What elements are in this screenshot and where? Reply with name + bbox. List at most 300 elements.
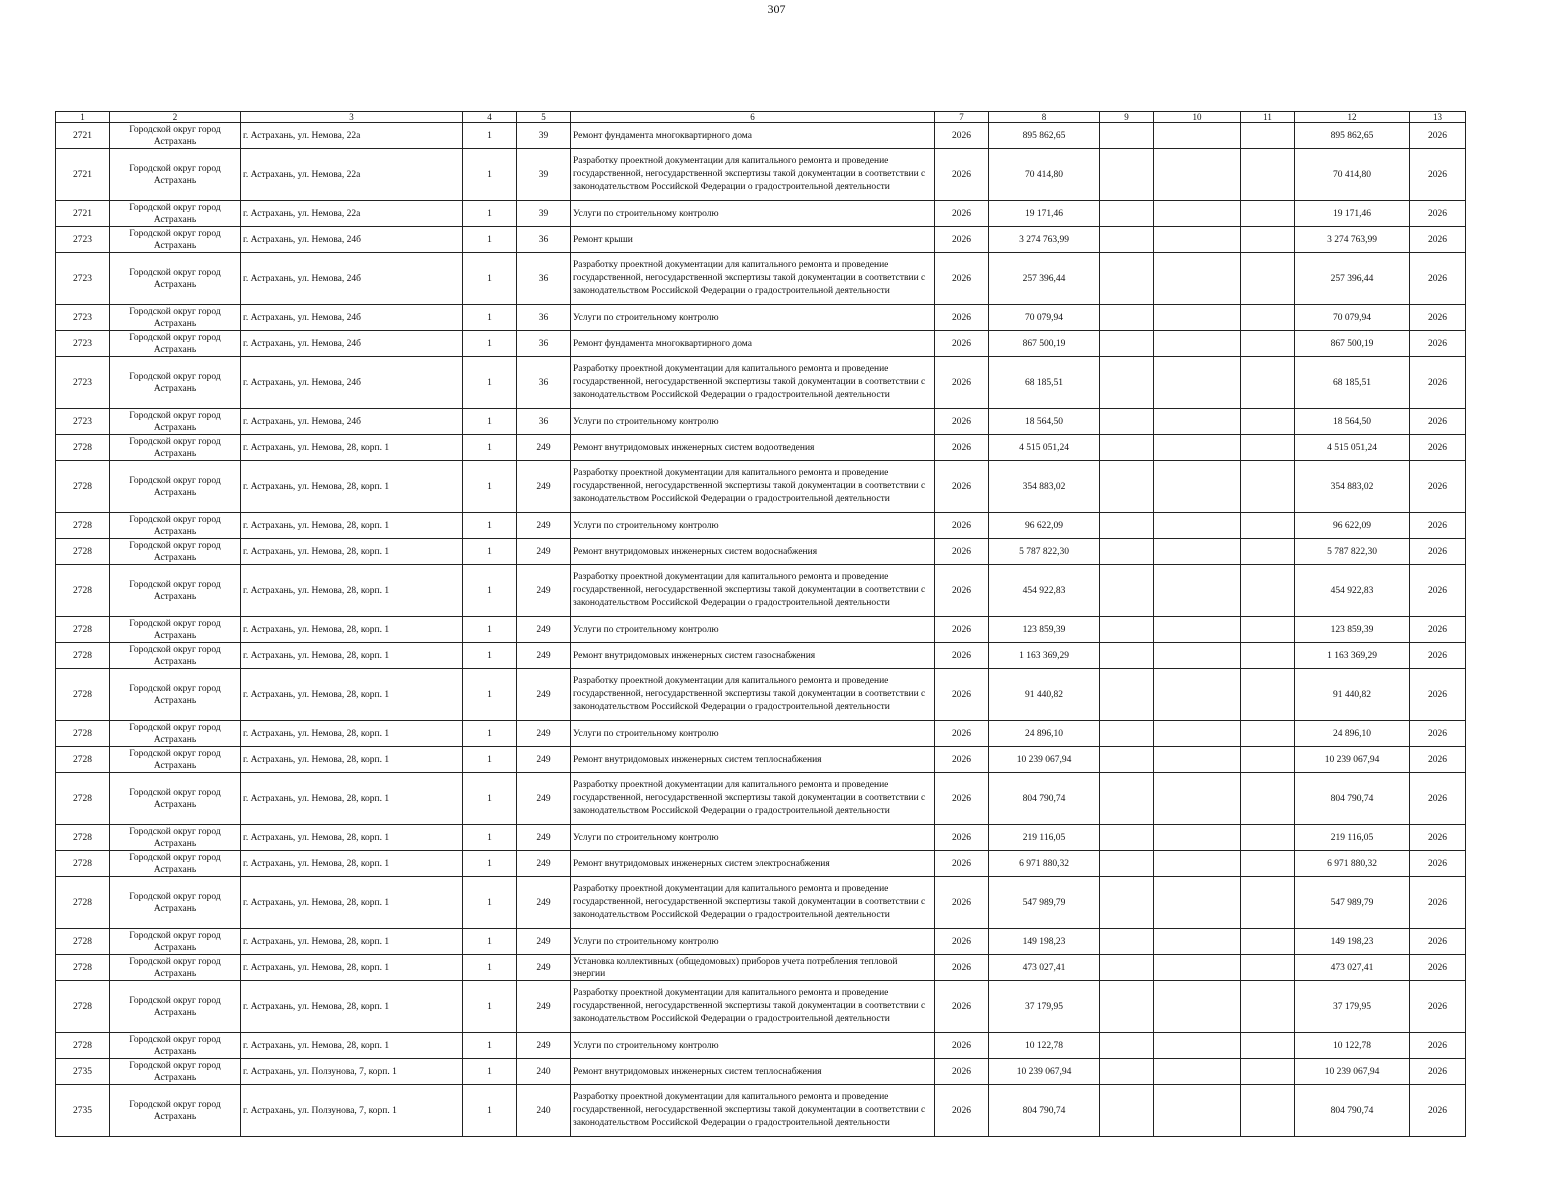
address-cell: г. Астрахань, ул. Немова, 28, корп. 1 [241, 539, 463, 565]
col5-cell: 36 [517, 227, 571, 253]
row-number: 2728 [56, 877, 110, 929]
completion-year-cell: 2026 [1410, 721, 1466, 747]
table-row [56, 357, 1466, 409]
cost-cell: 91 440,82 [989, 669, 1100, 721]
cost-cell: 19 171,46 [989, 201, 1100, 227]
address-cell: г. Астрахань, ул. Немова, 24б [241, 331, 463, 357]
row-number: 2728 [56, 617, 110, 643]
col11-cell [1241, 981, 1295, 1033]
completion-year-cell: 2026 [1410, 929, 1466, 955]
work-type-cell: Разработку проектной документации для капитального ремонта и проведение государственной, негосударственной экспертизы такой документации в соответствии с законодательством Российской Федерации о градостроительной деятельности [571, 669, 935, 721]
address-cell: г. Астрахань, ул. Немова, 28, корп. 1 [241, 669, 463, 721]
col5-cell: 249 [517, 981, 571, 1033]
row-number: 2728 [56, 825, 110, 851]
cost-cell: 70 079,94 [989, 305, 1100, 331]
col5-cell: 249 [517, 617, 571, 643]
col9-cell [1100, 461, 1154, 513]
total-cost-cell: 219 116,05 [1295, 825, 1410, 851]
total-cost-cell: 123 859,39 [1295, 617, 1410, 643]
col9-cell [1100, 929, 1154, 955]
row-number: 2728 [56, 1033, 110, 1059]
col-header: 6 [571, 112, 935, 123]
col4-cell: 1 [463, 253, 517, 305]
total-cost-cell: 91 440,82 [1295, 669, 1410, 721]
row-number: 2728 [56, 565, 110, 617]
year-cell: 2026 [935, 877, 989, 929]
total-cost-cell: 70 414,80 [1295, 149, 1410, 201]
completion-year-cell: 2026 [1410, 513, 1466, 539]
row-number: 2728 [56, 539, 110, 565]
year-cell: 2026 [935, 721, 989, 747]
col10-cell [1154, 1059, 1241, 1085]
table-row [56, 825, 1466, 851]
col5-cell: 249 [517, 721, 571, 747]
col9-cell [1100, 669, 1154, 721]
year-cell: 2026 [935, 123, 989, 149]
municipality-cell: Городской округ город Астрахань [110, 539, 241, 565]
cost-cell: 96 622,09 [989, 513, 1100, 539]
year-cell: 2026 [935, 1059, 989, 1085]
table-row [56, 1085, 1466, 1137]
col5-cell: 249 [517, 513, 571, 539]
municipality-cell: Городской округ город Астрахань [110, 643, 241, 669]
year-cell: 2026 [935, 1085, 989, 1137]
col5-cell: 249 [517, 825, 571, 851]
row-number: 2721 [56, 123, 110, 149]
year-cell: 2026 [935, 565, 989, 617]
col4-cell: 1 [463, 825, 517, 851]
completion-year-cell: 2026 [1410, 305, 1466, 331]
table-row [56, 669, 1466, 721]
total-cost-cell: 454 922,83 [1295, 565, 1410, 617]
work-type-cell: Услуги по строительному контролю [571, 1033, 935, 1059]
cost-cell: 867 500,19 [989, 331, 1100, 357]
col11-cell [1241, 149, 1295, 201]
cost-cell: 895 862,65 [989, 123, 1100, 149]
col9-cell [1100, 409, 1154, 435]
col-header: 7 [935, 112, 989, 123]
year-cell: 2026 [935, 201, 989, 227]
row-number: 2723 [56, 305, 110, 331]
col10-cell [1154, 929, 1241, 955]
total-cost-cell: 3 274 763,99 [1295, 227, 1410, 253]
col9-cell [1100, 643, 1154, 669]
work-type-cell: Ремонт внутридомовых инженерных систем теплоснабжения [571, 1059, 935, 1085]
col9-cell [1100, 435, 1154, 461]
page-number: 307 [767, 2, 786, 16]
col10-cell [1154, 955, 1241, 981]
year-cell: 2026 [935, 643, 989, 669]
table-row [56, 539, 1466, 565]
total-cost-cell: 10 239 067,94 [1295, 747, 1410, 773]
municipality-cell: Городской округ город Астрахань [110, 981, 241, 1033]
col10-cell [1154, 513, 1241, 539]
cost-cell: 473 027,41 [989, 955, 1100, 981]
address-cell: г. Астрахань, ул. Немова, 28, корп. 1 [241, 461, 463, 513]
col11-cell [1241, 929, 1295, 955]
col10-cell [1154, 539, 1241, 565]
col9-cell [1100, 253, 1154, 305]
municipality-cell: Городской округ город Астрахань [110, 565, 241, 617]
municipality-cell: Городской округ город Астрахань [110, 513, 241, 539]
col10-cell [1154, 1033, 1241, 1059]
municipality-cell: Городской округ город Астрахань [110, 227, 241, 253]
total-cost-cell: 10 239 067,94 [1295, 1059, 1410, 1085]
col11-cell [1241, 1033, 1295, 1059]
work-type-cell: Ремонт фундамента многоквартирного дома [571, 331, 935, 357]
work-type-cell: Разработку проектной документации для капитального ремонта и проведение государственной, негосударственной экспертизы такой документации в соответствии с законодательством Российской Федерации о градостроительной деятельности [571, 253, 935, 305]
col9-cell [1100, 513, 1154, 539]
year-cell: 2026 [935, 617, 989, 643]
col-header: 11 [1241, 112, 1295, 123]
total-cost-cell: 70 079,94 [1295, 305, 1410, 331]
municipality-cell: Городской округ город Астрахань [110, 773, 241, 825]
work-type-cell: Ремонт внутридомовых инженерных систем газоснабжения [571, 643, 935, 669]
col11-cell [1241, 123, 1295, 149]
cost-cell: 5 787 822,30 [989, 539, 1100, 565]
work-type-cell: Услуги по строительному контролю [571, 305, 935, 331]
completion-year-cell: 2026 [1410, 747, 1466, 773]
col5-cell: 36 [517, 253, 571, 305]
col-header: 10 [1154, 112, 1241, 123]
municipality-cell: Городской округ город Астрахань [110, 149, 241, 201]
col11-cell [1241, 851, 1295, 877]
completion-year-cell: 2026 [1410, 461, 1466, 513]
col10-cell [1154, 461, 1241, 513]
col4-cell: 1 [463, 123, 517, 149]
table-row [56, 981, 1466, 1033]
col11-cell [1241, 409, 1295, 435]
col10-cell [1154, 851, 1241, 877]
col11-cell [1241, 253, 1295, 305]
completion-year-cell: 2026 [1410, 227, 1466, 253]
col5-cell: 249 [517, 955, 571, 981]
table-row [56, 565, 1466, 617]
completion-year-cell: 2026 [1410, 1033, 1466, 1059]
capital-repair-table [55, 111, 1466, 1137]
work-type-cell: Установка коллективных (общедомовых) приборов учета потребления тепловой энергии [571, 955, 935, 981]
completion-year-cell: 2026 [1410, 331, 1466, 357]
completion-year-cell: 2026 [1410, 955, 1466, 981]
work-type-cell: Ремонт внутридомовых инженерных систем теплоснабжения [571, 747, 935, 773]
col5-cell: 249 [517, 773, 571, 825]
address-cell: г. Астрахань, ул. Немова, 28, корп. 1 [241, 877, 463, 929]
cost-cell: 24 896,10 [989, 721, 1100, 747]
year-cell: 2026 [935, 955, 989, 981]
total-cost-cell: 257 396,44 [1295, 253, 1410, 305]
col11-cell [1241, 825, 1295, 851]
year-cell: 2026 [935, 747, 989, 773]
col9-cell [1100, 1033, 1154, 1059]
col9-cell [1100, 851, 1154, 877]
municipality-cell: Городской округ город Астрахань [110, 1085, 241, 1137]
work-type-cell: Услуги по строительному контролю [571, 721, 935, 747]
col11-cell [1241, 201, 1295, 227]
address-cell: г. Астрахань, ул. Немова, 24б [241, 409, 463, 435]
year-cell: 2026 [935, 1033, 989, 1059]
col10-cell [1154, 617, 1241, 643]
total-cost-cell: 804 790,74 [1295, 1085, 1410, 1137]
completion-year-cell: 2026 [1410, 435, 1466, 461]
col10-cell [1154, 747, 1241, 773]
completion-year-cell: 2026 [1410, 149, 1466, 201]
cost-cell: 10 239 067,94 [989, 747, 1100, 773]
col11-cell [1241, 955, 1295, 981]
table-row [56, 435, 1466, 461]
table-row [56, 643, 1466, 669]
work-type-cell: Услуги по строительному контролю [571, 825, 935, 851]
address-cell: г. Астрахань, ул. Немова, 22а [241, 149, 463, 201]
work-type-cell: Услуги по строительному контролю [571, 513, 935, 539]
row-number: 2721 [56, 149, 110, 201]
completion-year-cell: 2026 [1410, 539, 1466, 565]
table-row [56, 851, 1466, 877]
col4-cell: 1 [463, 877, 517, 929]
row-number: 2723 [56, 331, 110, 357]
col11-cell [1241, 461, 1295, 513]
address-cell: г. Астрахань, ул. Немова, 22а [241, 201, 463, 227]
cost-cell: 354 883,02 [989, 461, 1100, 513]
col5-cell: 249 [517, 435, 571, 461]
col10-cell [1154, 149, 1241, 201]
col4-cell: 1 [463, 149, 517, 201]
table-row [56, 955, 1466, 981]
col11-cell [1241, 539, 1295, 565]
address-cell: г. Астрахань, ул. Немова, 24б [241, 357, 463, 409]
row-number: 2728 [56, 747, 110, 773]
col-header: 8 [989, 112, 1100, 123]
col11-cell [1241, 1059, 1295, 1085]
col11-cell [1241, 747, 1295, 773]
col9-cell [1100, 617, 1154, 643]
total-cost-cell: 547 989,79 [1295, 877, 1410, 929]
col4-cell: 1 [463, 1085, 517, 1137]
address-cell: г. Астрахань, ул. Немова, 28, корп. 1 [241, 565, 463, 617]
work-type-cell: Разработку проектной документации для капитального ремонта и проведение государственной, негосударственной экспертизы такой документации в соответствии с законодательством Российской Федерации о градостроительной деятельности [571, 981, 935, 1033]
col5-cell: 249 [517, 1033, 571, 1059]
row-number: 2728 [56, 955, 110, 981]
row-number: 2728 [56, 461, 110, 513]
row-number: 2735 [56, 1059, 110, 1085]
col4-cell: 1 [463, 435, 517, 461]
col5-cell: 39 [517, 123, 571, 149]
col11-cell [1241, 227, 1295, 253]
col10-cell [1154, 773, 1241, 825]
work-type-cell: Услуги по строительному контролю [571, 201, 935, 227]
work-type-cell: Услуги по строительному контролю [571, 929, 935, 955]
col11-cell [1241, 617, 1295, 643]
col11-cell [1241, 513, 1295, 539]
col4-cell: 1 [463, 1059, 517, 1085]
row-number: 2728 [56, 643, 110, 669]
col4-cell: 1 [463, 747, 517, 773]
col9-cell [1100, 747, 1154, 773]
col4-cell: 1 [463, 851, 517, 877]
row-number: 2728 [56, 513, 110, 539]
cost-cell: 37 179,95 [989, 981, 1100, 1033]
municipality-cell: Городской округ город Астрахань [110, 123, 241, 149]
col4-cell: 1 [463, 929, 517, 955]
municipality-cell: Городской округ город Астрахань [110, 409, 241, 435]
col10-cell [1154, 669, 1241, 721]
work-type-cell: Ремонт внутридомовых инженерных систем электроснабжения [571, 851, 935, 877]
work-type-cell: Ремонт внутридомовых инженерных систем водоотведения [571, 435, 935, 461]
col10-cell [1154, 565, 1241, 617]
address-cell: г. Астрахань, ул. Немова, 28, корп. 1 [241, 747, 463, 773]
row-number: 2723 [56, 227, 110, 253]
address-cell: г. Астрахань, ул. Немова, 28, корп. 1 [241, 955, 463, 981]
address-cell: г. Астрахань, ул. Немова, 28, корп. 1 [241, 435, 463, 461]
col9-cell [1100, 1085, 1154, 1137]
row-number: 2728 [56, 721, 110, 747]
col4-cell: 1 [463, 643, 517, 669]
work-type-cell: Разработку проектной документации для капитального ремонта и проведение государственной, негосударственной экспертизы такой документации в соответствии с законодательством Российской Федерации о градостроительной деятельности [571, 773, 935, 825]
total-cost-cell: 1 163 369,29 [1295, 643, 1410, 669]
total-cost-cell: 5 787 822,30 [1295, 539, 1410, 565]
municipality-cell: Городской округ город Астрахань [110, 851, 241, 877]
cost-cell: 804 790,74 [989, 1085, 1100, 1137]
col9-cell [1100, 357, 1154, 409]
cost-cell: 123 859,39 [989, 617, 1100, 643]
year-cell: 2026 [935, 305, 989, 331]
work-type-cell: Разработку проектной документации для капитального ремонта и проведение государственной, негосударственной экспертизы такой документации в соответствии с законодательством Российской Федерации о градостроительной деятельности [571, 461, 935, 513]
cost-cell: 454 922,83 [989, 565, 1100, 617]
col4-cell: 1 [463, 955, 517, 981]
col-header: 12 [1295, 112, 1410, 123]
year-cell: 2026 [935, 149, 989, 201]
col9-cell [1100, 565, 1154, 617]
col5-cell: 249 [517, 851, 571, 877]
col10-cell [1154, 253, 1241, 305]
col5-cell: 36 [517, 357, 571, 409]
col11-cell [1241, 565, 1295, 617]
col9-cell [1100, 123, 1154, 149]
municipality-cell: Городской округ город Астрахань [110, 929, 241, 955]
col4-cell: 1 [463, 565, 517, 617]
year-cell: 2026 [935, 357, 989, 409]
col5-cell: 249 [517, 877, 571, 929]
row-number: 2728 [56, 981, 110, 1033]
col-header: 2 [110, 112, 241, 123]
col11-cell [1241, 305, 1295, 331]
address-cell: г. Астрахань, ул. Немова, 28, корп. 1 [241, 851, 463, 877]
col11-cell [1241, 669, 1295, 721]
col11-cell [1241, 1085, 1295, 1137]
address-cell: г. Астрахань, ул. Немова, 24б [241, 253, 463, 305]
col4-cell: 1 [463, 331, 517, 357]
year-cell: 2026 [935, 981, 989, 1033]
cost-cell: 70 414,80 [989, 149, 1100, 201]
col9-cell [1100, 877, 1154, 929]
col4-cell: 1 [463, 201, 517, 227]
column-number-row [56, 112, 1466, 123]
col10-cell [1154, 305, 1241, 331]
col-header: 3 [241, 112, 463, 123]
completion-year-cell: 2026 [1410, 123, 1466, 149]
table-row [56, 513, 1466, 539]
year-cell: 2026 [935, 825, 989, 851]
municipality-cell: Городской округ город Астрахань [110, 747, 241, 773]
address-cell: г. Астрахань, ул. Немова, 22а [241, 123, 463, 149]
cost-cell: 1 163 369,29 [989, 643, 1100, 669]
cost-cell: 149 198,23 [989, 929, 1100, 955]
municipality-cell: Городской округ город Астрахань [110, 669, 241, 721]
table-row [56, 1033, 1466, 1059]
work-type-cell: Разработку проектной документации для капитального ремонта и проведение государственной, негосударственной экспертизы такой документации в соответствии с законодательством Российской Федерации о градостроительной деятельности [571, 565, 935, 617]
work-type-cell: Разработку проектной документации для капитального ремонта и проведение государственной, негосударственной экспертизы такой документации в соответствии с законодательством Российской Федерации о градостроительной деятельности [571, 877, 935, 929]
year-cell: 2026 [935, 669, 989, 721]
col9-cell [1100, 149, 1154, 201]
row-number: 2728 [56, 669, 110, 721]
col4-cell: 1 [463, 357, 517, 409]
municipality-cell: Городской округ город Астрахань [110, 1059, 241, 1085]
municipality-cell: Городской округ город Астрахань [110, 721, 241, 747]
total-cost-cell: 10 122,78 [1295, 1033, 1410, 1059]
col5-cell: 249 [517, 461, 571, 513]
total-cost-cell: 24 896,10 [1295, 721, 1410, 747]
work-type-cell: Разработку проектной документации для капитального ремонта и проведение государственной, негосударственной экспертизы такой документации в соответствии с законодательством Российской Федерации о градостроительной деятельности [571, 357, 935, 409]
address-cell: г. Астрахань, ул. Немова, 28, корп. 1 [241, 773, 463, 825]
row-number: 2728 [56, 435, 110, 461]
col5-cell: 240 [517, 1059, 571, 1085]
col4-cell: 1 [463, 539, 517, 565]
address-cell: г. Астрахань, ул. Немова, 28, корп. 1 [241, 1033, 463, 1059]
col4-cell: 1 [463, 721, 517, 747]
municipality-cell: Городской округ город Астрахань [110, 877, 241, 929]
table-row [56, 123, 1466, 149]
total-cost-cell: 68 185,51 [1295, 357, 1410, 409]
table-row [56, 929, 1466, 955]
col10-cell [1154, 877, 1241, 929]
address-cell: г. Астрахань, ул. Ползунова, 7, корп. 1 [241, 1085, 463, 1137]
col9-cell [1100, 1059, 1154, 1085]
col11-cell [1241, 643, 1295, 669]
year-cell: 2026 [935, 409, 989, 435]
address-cell: г. Астрахань, ул. Немова, 28, корп. 1 [241, 721, 463, 747]
col9-cell [1100, 331, 1154, 357]
year-cell: 2026 [935, 253, 989, 305]
table-row [56, 149, 1466, 201]
total-cost-cell: 804 790,74 [1295, 773, 1410, 825]
address-cell: г. Астрахань, ул. Немова, 24б [241, 227, 463, 253]
col-header: 4 [463, 112, 517, 123]
col9-cell [1100, 305, 1154, 331]
col5-cell: 249 [517, 643, 571, 669]
municipality-cell: Городской округ город Астрахань [110, 305, 241, 331]
col9-cell [1100, 227, 1154, 253]
completion-year-cell: 2026 [1410, 617, 1466, 643]
col10-cell [1154, 123, 1241, 149]
col11-cell [1241, 331, 1295, 357]
completion-year-cell: 2026 [1410, 877, 1466, 929]
col10-cell [1154, 201, 1241, 227]
col11-cell [1241, 721, 1295, 747]
row-number: 2728 [56, 851, 110, 877]
cost-cell: 3 274 763,99 [989, 227, 1100, 253]
cost-cell: 68 185,51 [989, 357, 1100, 409]
cost-cell: 4 515 051,24 [989, 435, 1100, 461]
col5-cell: 36 [517, 305, 571, 331]
year-cell: 2026 [935, 227, 989, 253]
address-cell: г. Астрахань, ул. Немова, 28, корп. 1 [241, 643, 463, 669]
row-number: 2723 [56, 253, 110, 305]
address-cell: г. Астрахань, ул. Немова, 28, корп. 1 [241, 825, 463, 851]
cost-cell: 257 396,44 [989, 253, 1100, 305]
col4-cell: 1 [463, 617, 517, 643]
col11-cell [1241, 435, 1295, 461]
col4-cell: 1 [463, 409, 517, 435]
col11-cell [1241, 773, 1295, 825]
